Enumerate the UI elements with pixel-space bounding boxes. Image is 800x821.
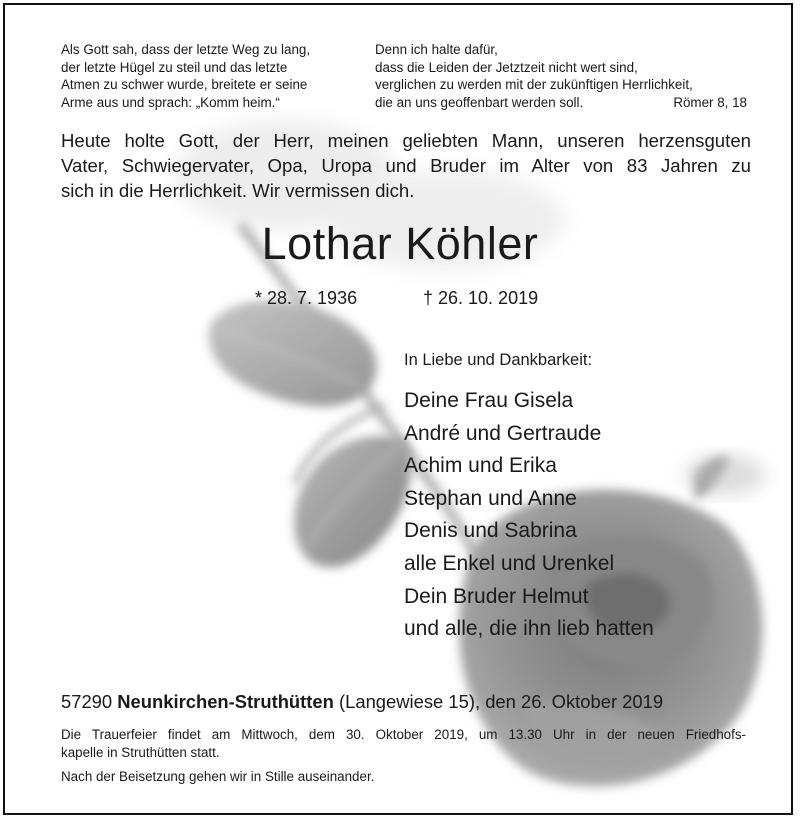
death-date: † 26. 10. 2019 [423, 288, 539, 308]
list-item: Stephan und Anne [404, 486, 577, 510]
intro-line: Heute holte Gott, der Herr, meinen geliebten Mann, unseren herzensguten [61, 130, 751, 151]
list-item: Achim und Erika [404, 454, 557, 478]
funeral-info [61, 726, 746, 762]
deceased-name: Lothar Köhler [261, 218, 539, 269]
verse-left [61, 41, 361, 111]
intro-line: Vater, Schwiegervater, Opa, Uropa und Bruder im Alter von 83 Jahren zu [61, 155, 751, 176]
funeral-line: Die Trauerfeier findet am Mittwoch, dem 30. Oktober 2019, um 13.30 Uhr in der neuen Friedhofs- [61, 727, 746, 742]
address-and-date: (Langewiese 15), den 26. Oktober 2019 [339, 691, 664, 712]
closing-note: Nach der Beisetzung gehen wir in Stille auseinander. [61, 769, 375, 784]
list-item: Denis und Sabrina [404, 519, 577, 543]
list-item: Dein Bruder Helmut [404, 584, 589, 608]
verse-right [375, 41, 747, 111]
verse-right-last-line [375, 94, 747, 112]
list-item: alle Enkel und Urenkel [404, 551, 615, 575]
list-item: André und Gertraude [404, 421, 602, 445]
obituary-notice [3, 3, 793, 815]
verse-right-line: Denn ich halte dafür, [375, 42, 498, 57]
birth-date: * 28. 7. 1936 [255, 288, 358, 308]
mourners-list [404, 385, 654, 646]
list-item: Deine Frau Gisela [404, 389, 574, 412]
verse-right-line: dass die Leiden der Jetztzeit nicht wert sind, [375, 59, 638, 75]
funeral-line: kapelle in Struthütten statt. [61, 745, 220, 760]
intro-line: sich in die Herrlichkeit. Wir vermissen dich. [61, 180, 415, 201]
text-layer [5, 5, 791, 813]
list-item: und alle, die ihn lieb hatten [404, 617, 654, 641]
postcode: 57290 [61, 691, 113, 712]
verse-right-line: die an uns geoffenbart werden soll. [375, 94, 584, 110]
town: Neunkirchen-Struthütten [117, 691, 334, 712]
bible-reference: Römer 8, 18 [673, 94, 747, 110]
verse-left-line: der letzte Hügel zu steil und das letzte [61, 59, 288, 75]
place-and-date [61, 691, 663, 713]
verse-right-line: verglichen zu werden mit der zukünftigen Herrlichkeit, [375, 77, 693, 92]
verse-left-line: Arme aus und sprach: „Komm heim.“ [61, 94, 280, 110]
verse-left-line: Atmen zu schwer wurde, breitete er seine [61, 77, 308, 92]
mourners-heading: In Liebe und Dankbarkeit: [404, 351, 593, 369]
verse-left-line: Als Gott sah, dass der letzte Weg zu lang, [61, 42, 311, 57]
intro-text [61, 128, 751, 203]
